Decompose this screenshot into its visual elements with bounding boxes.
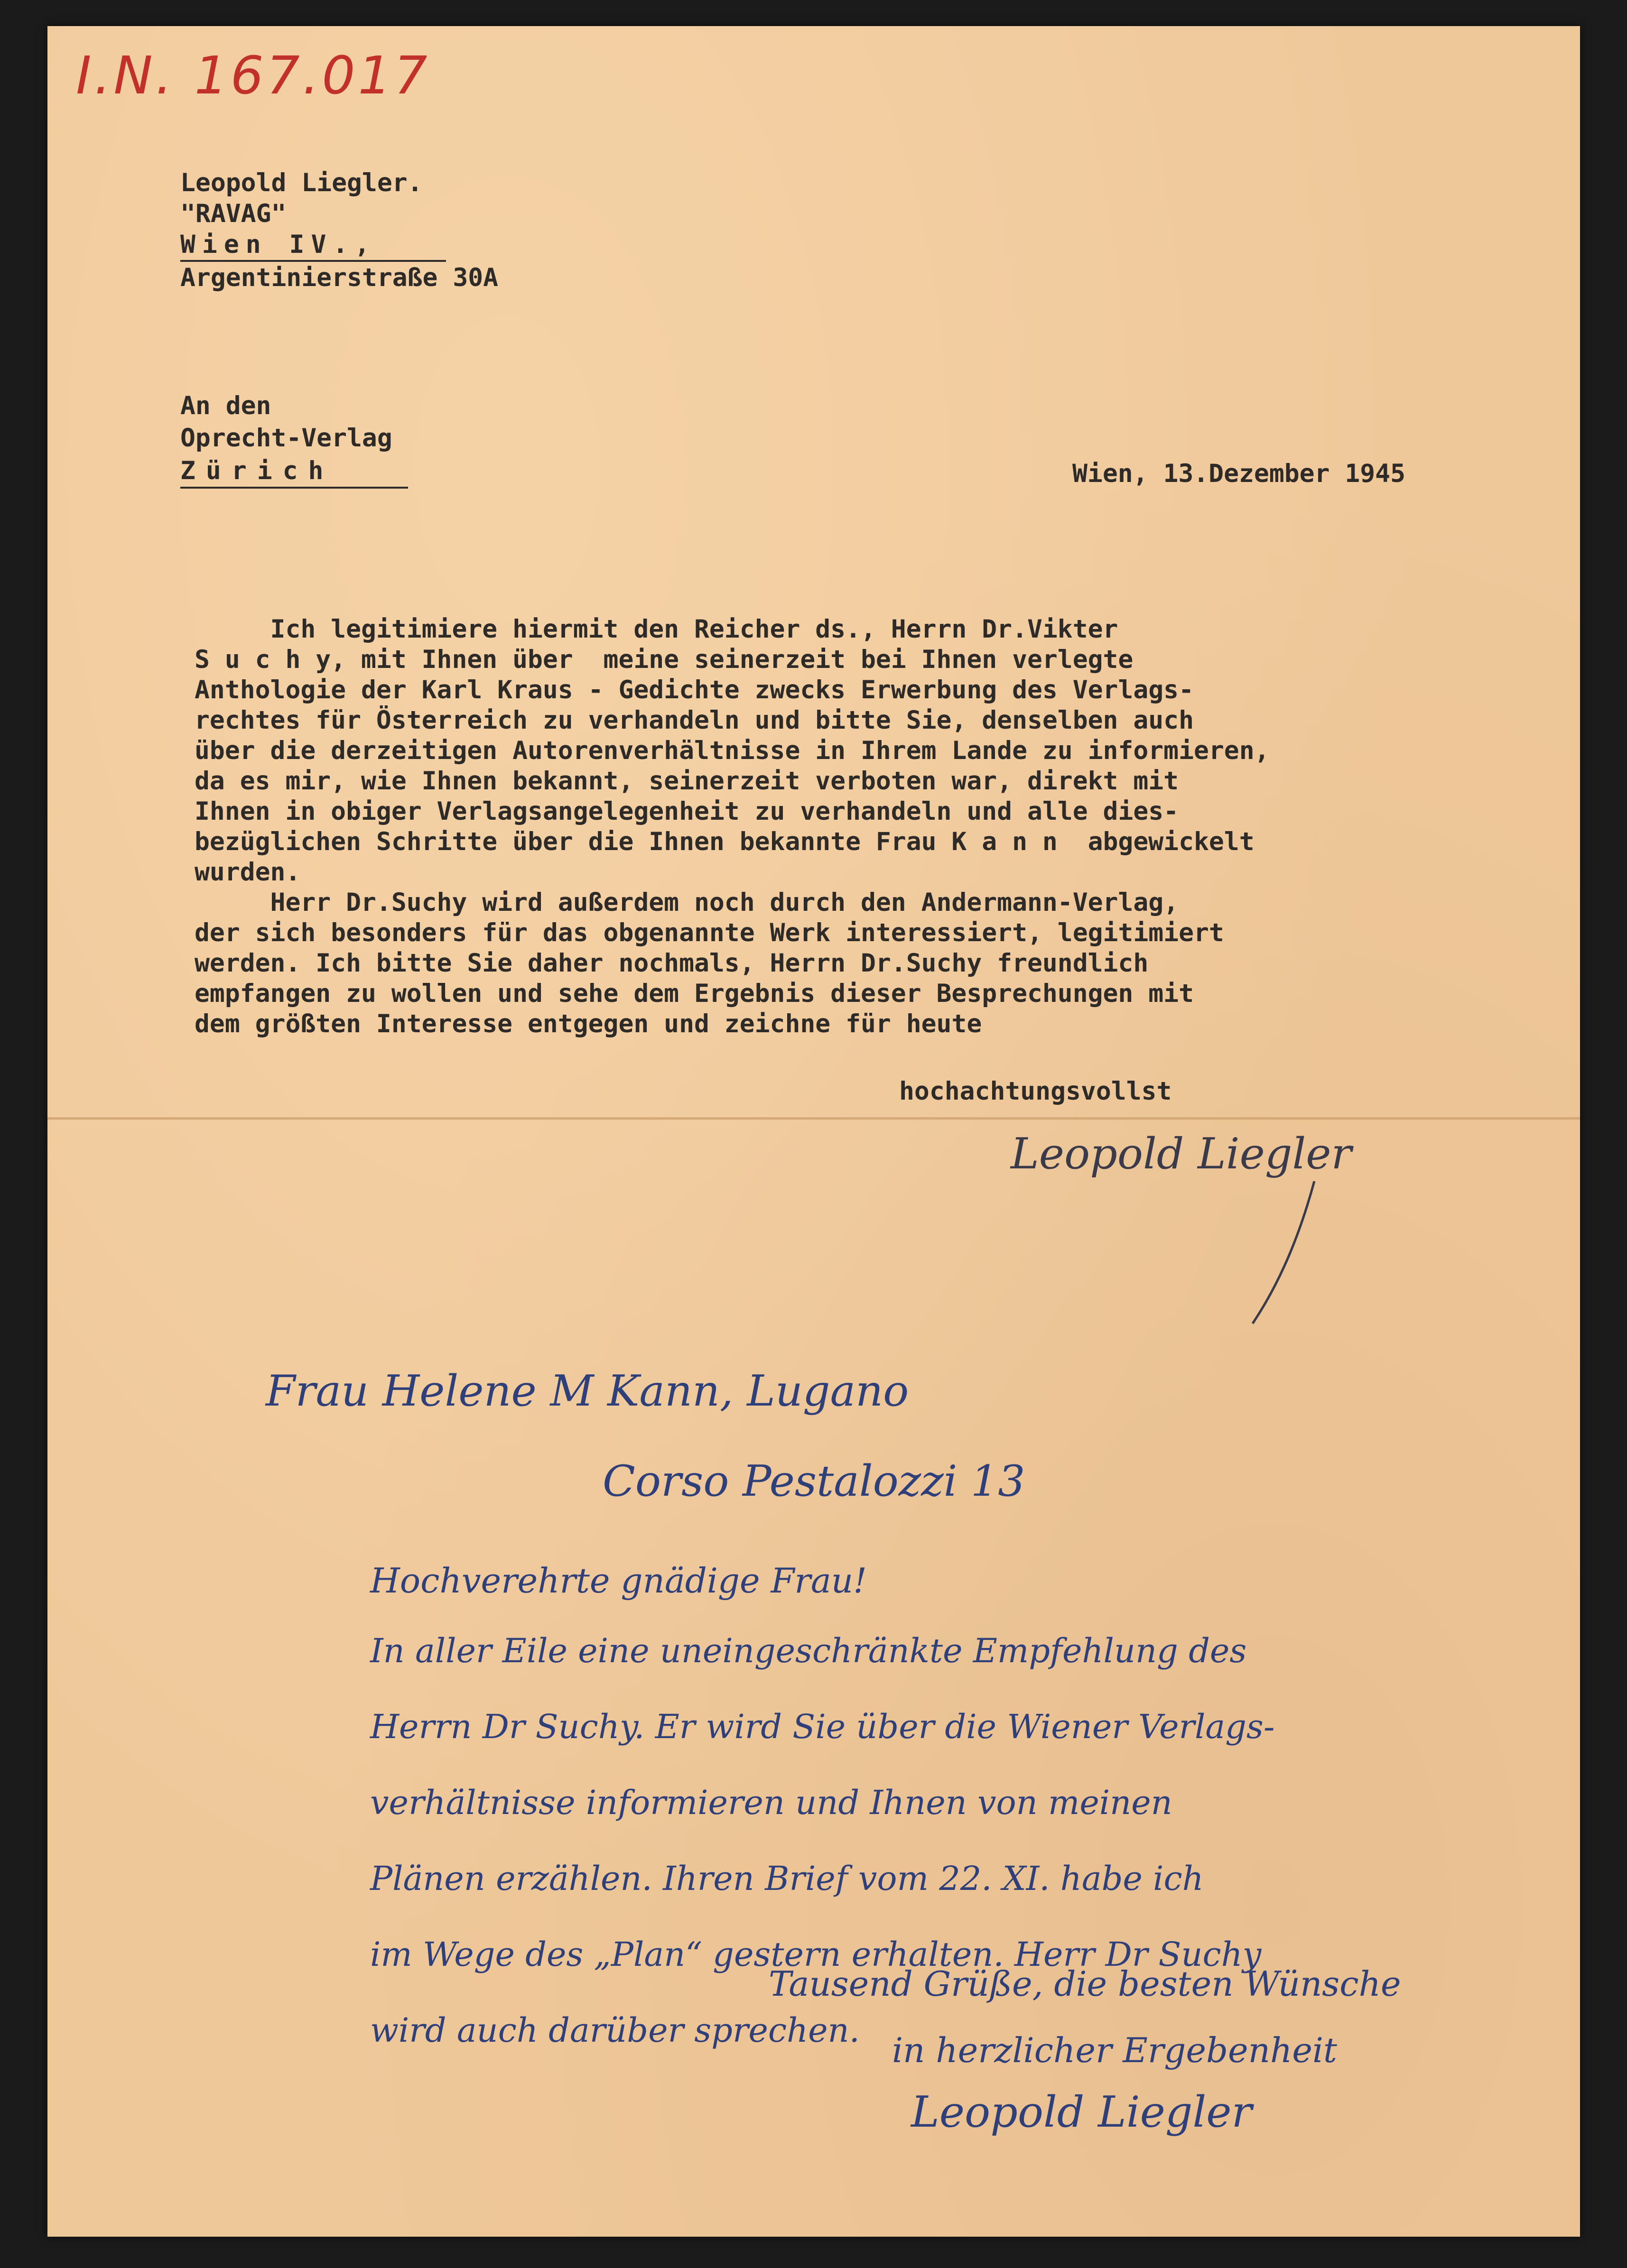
sender-street: Argentinierstraße 30A (180, 263, 499, 292)
body-line: empfangen zu wollen und sehe dem Ergebnis dieser Besprechungen mit (195, 979, 1194, 1008)
body-line: bezüglichen Schritte über die Ihnen bekannte Frau K a n n abgewickelt (195, 827, 1255, 856)
body-line: Anthologie der Karl Kraus - Gedichte zwecks Erwerbung des Verlags- (195, 676, 1194, 704)
handwritten-line: im Wege des „Plan“ gestern erhalten. Herr Dr Suchy (370, 1935, 1262, 1974)
body-line: über die derzeitigen Autorenverhältnisse in Ihrem Lande zu informieren, (195, 736, 1270, 765)
body-line: wurden. (195, 858, 301, 887)
handwritten-closing-line2: in herzlicher Ergebenheit (892, 2030, 1337, 2070)
sender-org: "RAVAG" (180, 199, 287, 228)
body-line: werden. Ich bitte Sie daher nochmals, Herrn Dr.Suchy freundlich (195, 949, 1149, 978)
handwritten-line: Herrn Dr Suchy. Er wird Sie über die Wiener Verlags- (370, 1707, 1275, 1746)
handwritten-salutation: Hochverehrte gnädige Frau! (370, 1561, 867, 1601)
sender-city-underline (180, 260, 446, 262)
body-line: Herr Dr.Suchy wird außerdem noch durch den Andermann-Verlag, (195, 888, 1179, 917)
recipient-line1: An den (180, 391, 271, 420)
body-line: da es mir, wie Ihnen bekannt, seinerzeit verboten war, direkt mit (195, 767, 1179, 796)
handwritten-address-line2: Corso Pestalozzi 13 (603, 1456, 1025, 1506)
signature-stroke (1243, 1176, 1338, 1328)
sender-name: Leopold Liegler. (180, 168, 423, 197)
recipient-line2: Oprecht-Verlag (180, 424, 392, 453)
handwritten-closing-line1: Tausend Grüße, die besten Wünsche (769, 1964, 1401, 2004)
recipient-city-underline (180, 487, 408, 489)
sender-city: Wien IV., (180, 230, 377, 259)
fold-crease (47, 1117, 1580, 1120)
date-line: Wien, 13.Dezember 1945 (1072, 459, 1405, 488)
body-line: Ihnen in obiger Verlagsangelegenheit zu verhandeln und alle dies- (195, 797, 1179, 826)
body-line: S u c h y, mit Ihnen über meine seinerzeit bei Ihnen verlegte (195, 645, 1134, 674)
handwritten-signature: Leopold Liegler (911, 2087, 1252, 2137)
archive-number: I.N. 167.017 (76, 45, 430, 106)
body-line: dem größten Interesse entgegen und zeichne für heute (195, 1009, 982, 1038)
handwritten-line: wird auch darüber sprechen. (370, 2011, 860, 2050)
handwritten-line: In aller Eile eine uneingeschränkte Empfehlung des (370, 1631, 1247, 1670)
typed-letter-signature: Leopold Liegler (1011, 1129, 1352, 1179)
body-line: Ich legitimiere hiermit den Reicher ds., Herrn Dr.Vikter (195, 615, 1118, 644)
closing: hochachtungsvollst (899, 1077, 1172, 1106)
handwritten-line: Plänen erzählen. Ihren Brief vom 22. XI. habe ich (370, 1859, 1204, 1898)
handwritten-address-line1: Frau Helene M Kann, Lugano (266, 1366, 909, 1416)
body-line: rechtes für Österreich zu verhandeln und bitte Sie, denselben auch (195, 706, 1194, 735)
letter-body (195, 614, 1571, 1039)
handwritten-line: verhältnisse informieren und Ihnen von meinen (370, 1783, 1172, 1822)
body-line: der sich besonders für das obgenannte Werk interessiert, legitimiert (195, 918, 1224, 947)
recipient-city: Zürich (180, 456, 334, 485)
